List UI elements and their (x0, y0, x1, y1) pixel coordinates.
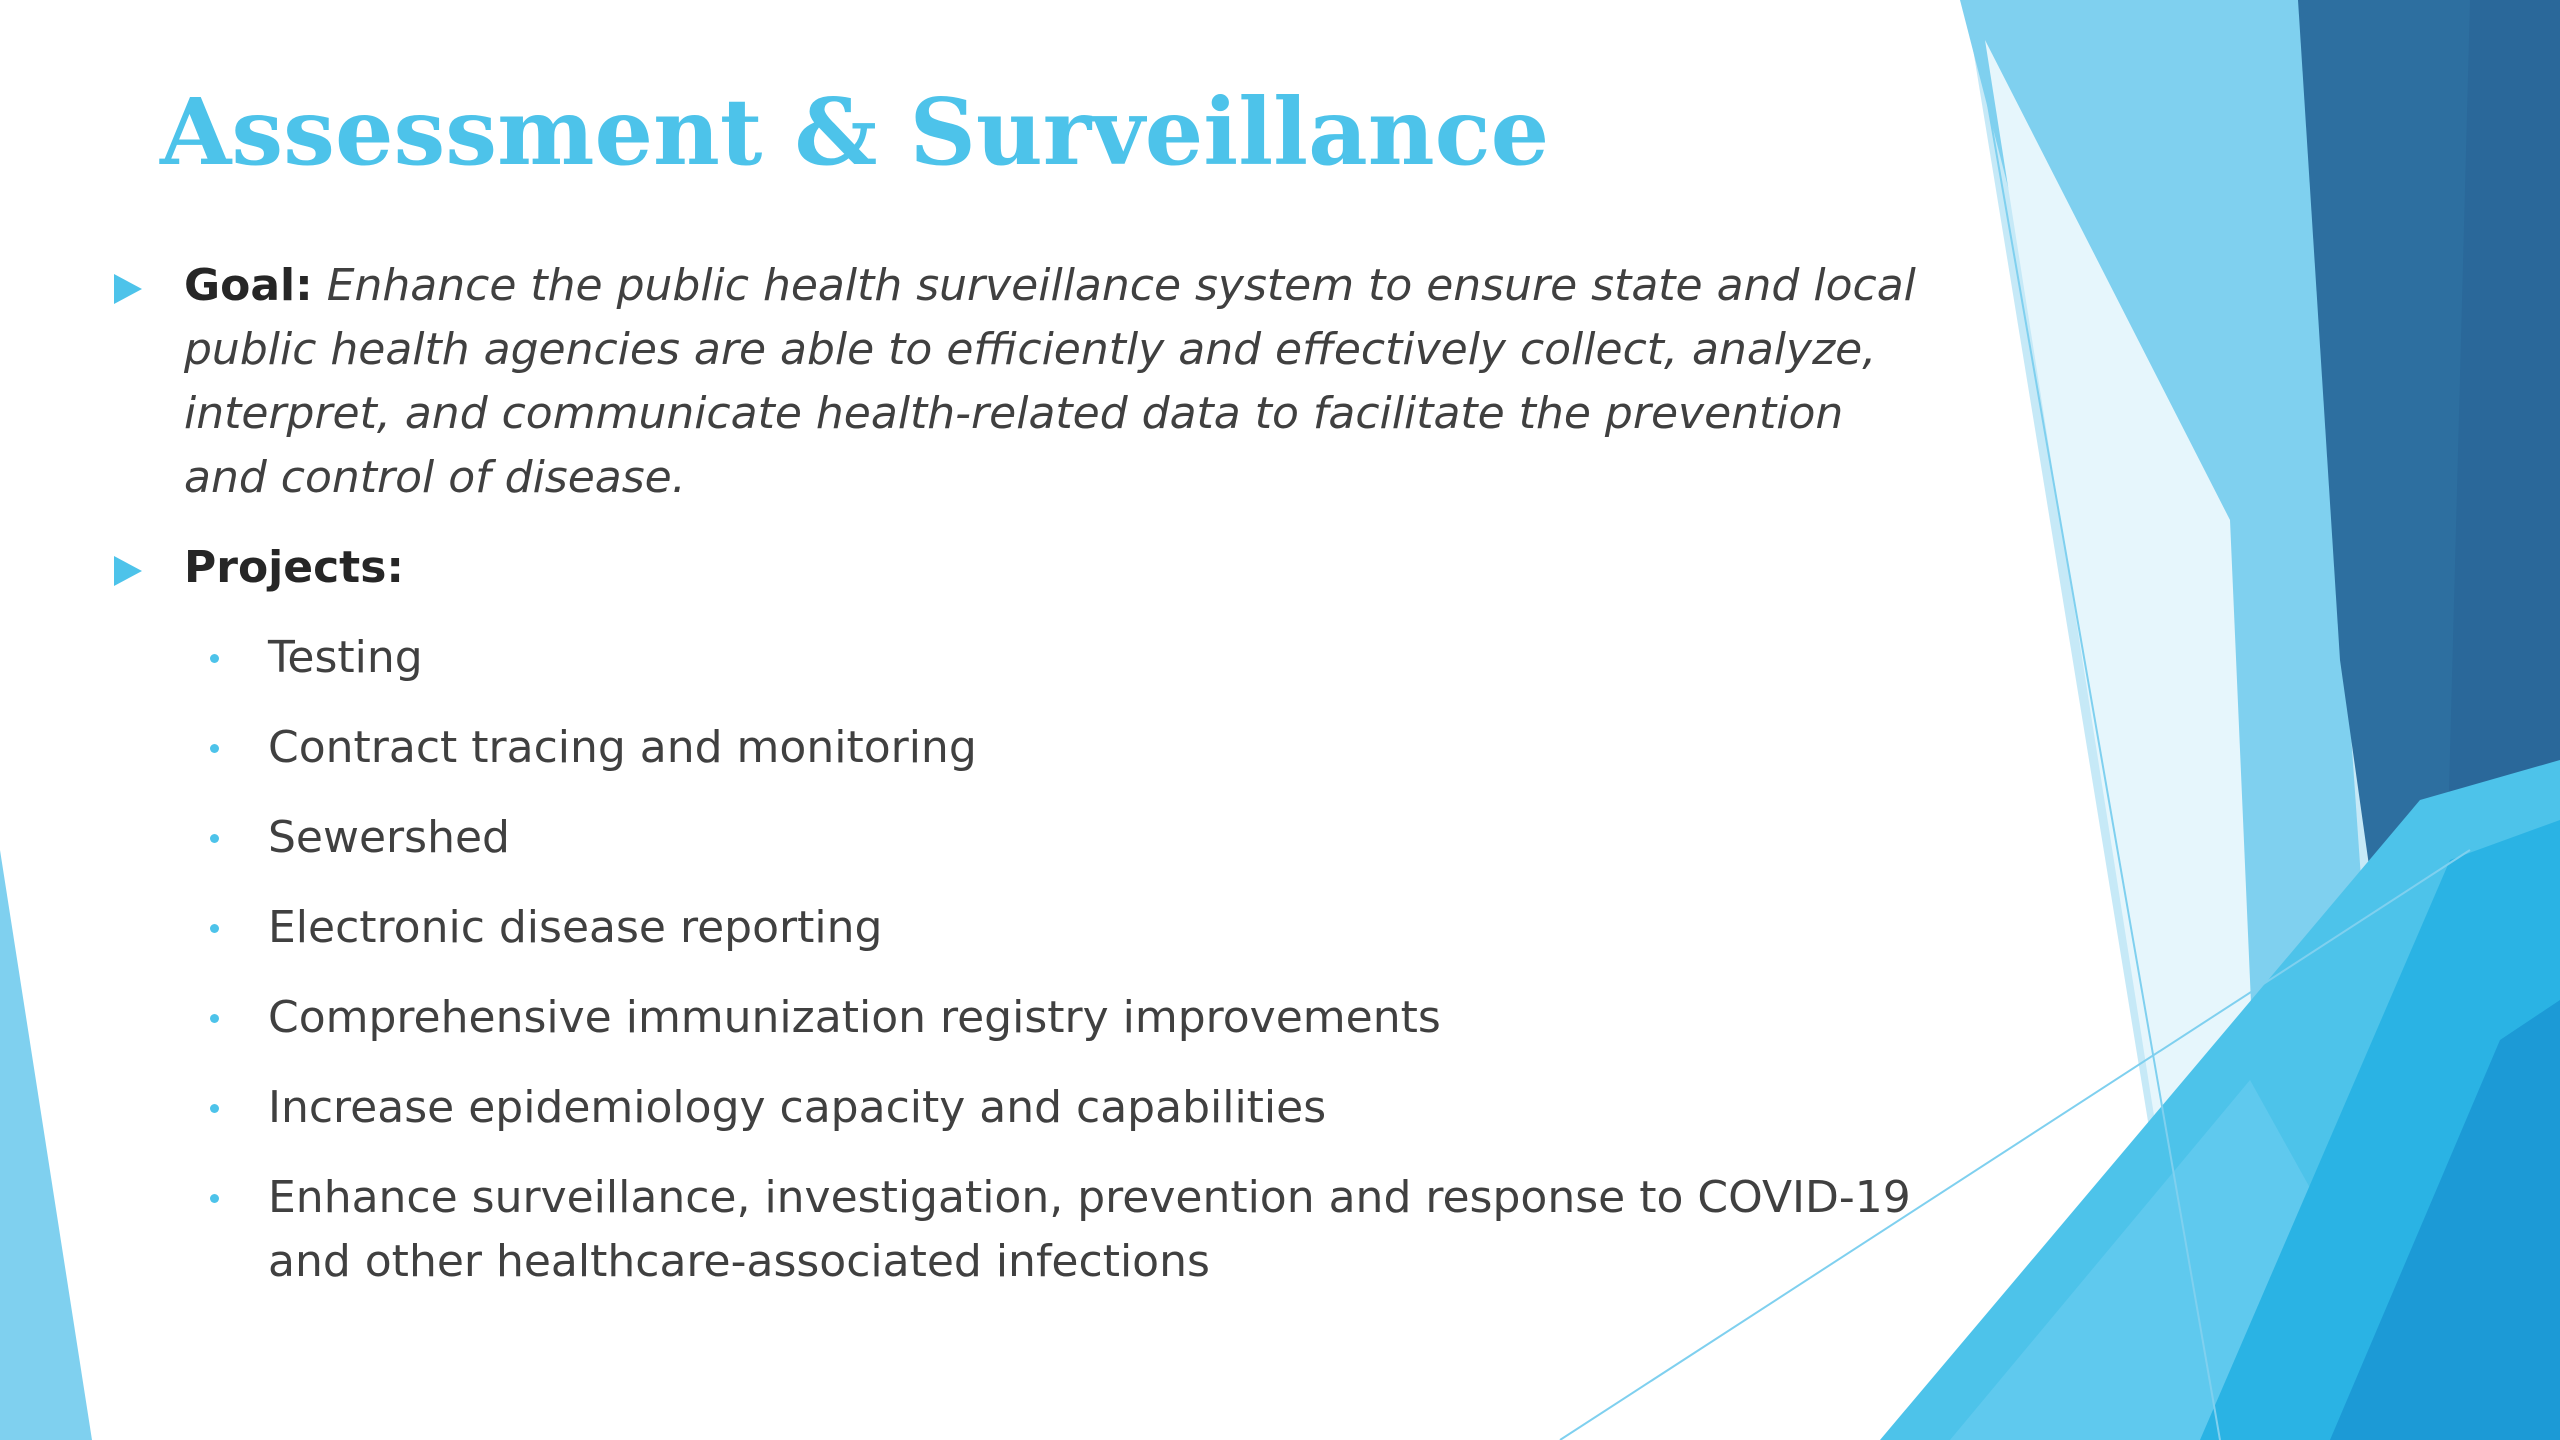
list-item-text: Sewershed (268, 812, 510, 863)
dot-bullet-icon (210, 1104, 219, 1113)
dot-bullet-icon (210, 1014, 219, 1023)
list-item-text: Increase epidemiology capacity and capabilities (268, 1082, 1327, 1133)
projects-list (110, 626, 1930, 1294)
arrow-bullet-icon (114, 556, 142, 586)
goal-text: Enhance the public health surveillance system to ensure state and local public health agencies are able to efficiently and effectively collect, analyze, interpret, and communicate health-related data to facilitate the prevention and control of disease. (184, 260, 1916, 503)
list-item (110, 986, 1930, 1050)
list-item-text: Enhance surveillance, investigation, prevention and response to COVID-19 and other healthcare-associated infections (268, 1172, 1911, 1287)
projects-label: Projects: (184, 542, 404, 593)
dot-bullet-icon (210, 1194, 219, 1203)
list-item (110, 806, 1930, 870)
list-item-text: Contract tracing and monitoring (268, 722, 977, 773)
list-item (110, 626, 1930, 690)
list-item-text: Comprehensive immunization registry improvements (268, 992, 1441, 1043)
projects-bullet (110, 536, 1930, 600)
dot-bullet-icon (210, 924, 219, 933)
dot-bullet-icon (210, 834, 219, 843)
goal-bullet (110, 254, 1930, 510)
left-edge-facet (0, 850, 92, 1440)
list-item (110, 896, 1930, 960)
goal-label: Goal: (184, 260, 313, 311)
dot-bullet-icon (210, 744, 219, 753)
dot-bullet-icon (210, 654, 219, 663)
list-item-text: Testing (268, 632, 423, 683)
arrow-bullet-icon (114, 274, 142, 304)
list-item (110, 716, 1930, 780)
slide-content (110, 254, 1930, 1320)
slide-title: Assessment & Surveillance (160, 78, 1550, 186)
list-item (110, 1166, 1930, 1294)
list-item (110, 1076, 1930, 1140)
list-item-text: Electronic disease reporting (268, 902, 883, 953)
